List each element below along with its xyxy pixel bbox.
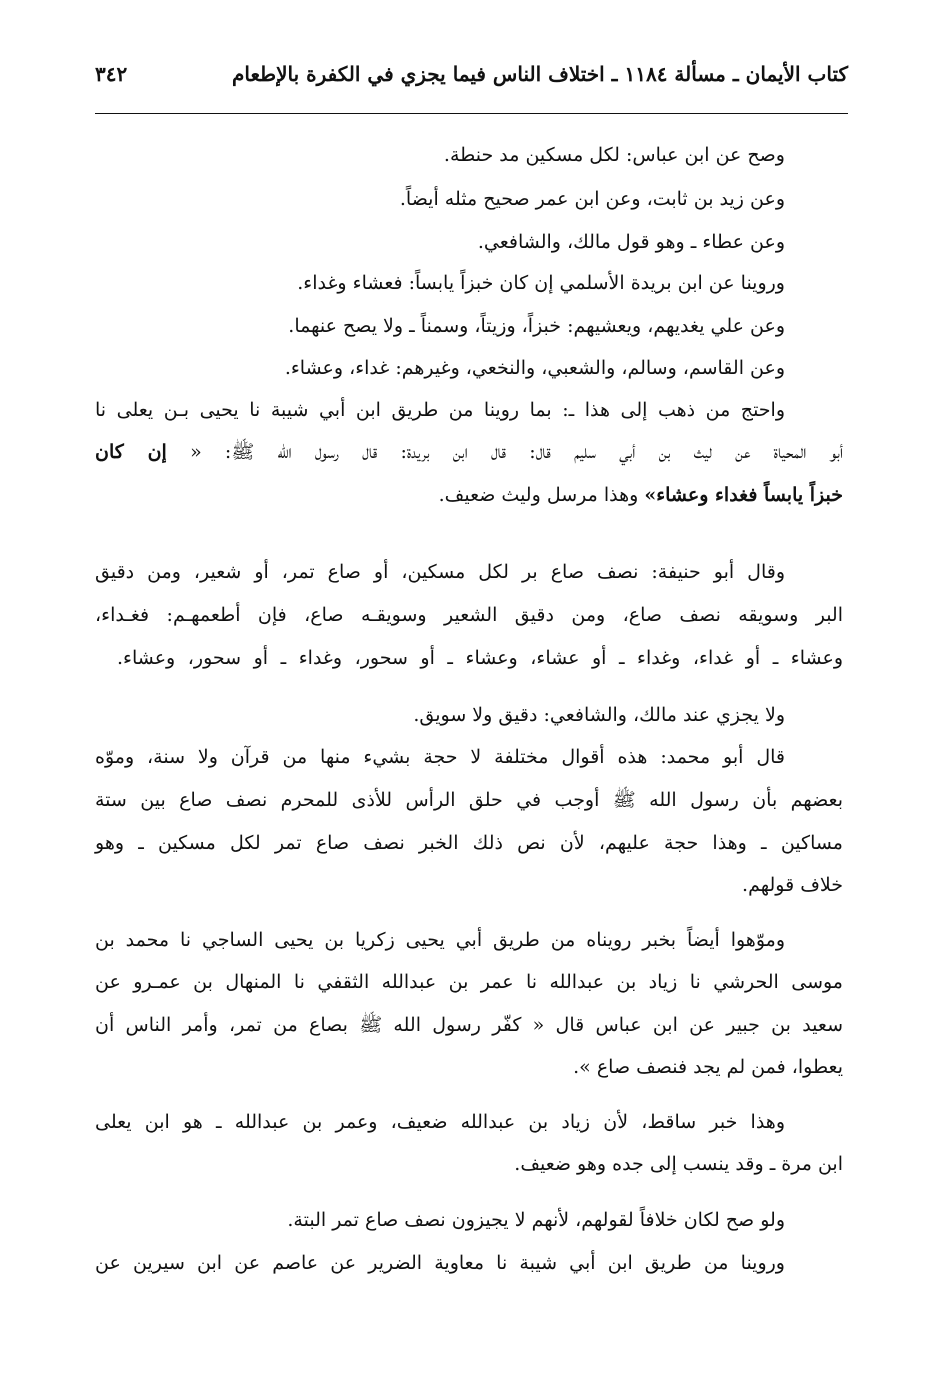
text-line: قال أبو محمد: هذه أقوال مختلفة لا حجة بشيء منها من قرآن ولا سنة، وموّه bbox=[95, 746, 785, 768]
running-header bbox=[95, 62, 848, 102]
text-line: وروينا من طريق ابن أبي شيبة نا معاوية الضرير عن عاصم عن ابن سيرين عن bbox=[95, 1252, 785, 1274]
text-line: خلاف قولهم. bbox=[742, 874, 843, 896]
text-line: موسى الحرشي نا زياد بن عبدالله نا عمر بن عبدالله الثقفي نا المنهال بن عمـرو عن bbox=[95, 971, 843, 993]
text-span: وهذا مرسل وليث ضعيف. bbox=[438, 484, 645, 506]
text-line: وموّهوا أيضاً بخبر رويناه من طريق أبي يحيى زكريا بن يحيى الساجي نا محمد بن bbox=[95, 929, 785, 951]
text-line: ابن مرة ـ وقد ينسب إلى جده وهو ضعيف. bbox=[514, 1153, 843, 1175]
text-line: سعيد بن جبير عن ابن عباس قال « كفّر رسول الله ﷺ بصاع من تمر، وأمر الناس أن bbox=[95, 1014, 843, 1036]
text-line bbox=[95, 437, 843, 467]
text-line: وعن القاسم، وسالم، والشعبي، والنخعي، وغيرهم: غداء، وعشاء. bbox=[284, 357, 785, 379]
page-number: ٣٤٢ bbox=[95, 62, 128, 86]
text-line: ولا يجزي عند مالك، والشافعي: دقيق ولا سويق. bbox=[413, 704, 785, 726]
text-line: وقال أبو حنيفة: نصف صاع بر لكل مسكين، أو صاع تمر، أو شعير، ومن دقيق bbox=[95, 561, 785, 583]
text-line: مساكين ـ وهذا حجة عليهم، لأن نص ذلك الخبر نصف صاع تمر لكل مسكين ـ وهو bbox=[95, 832, 843, 854]
header-rule bbox=[95, 113, 848, 114]
text-span: أبو المحياة عن ليث بن أبي سليم قال: قال ابن بريدة: قال رسول الله ﷺ: « bbox=[190, 441, 843, 463]
text-line: وصح عن ابن عباس: لكل مسكين مد حنطة. bbox=[443, 144, 785, 166]
text-line: وهذا خبر ساقط، لأن زياد بن عبدالله ضعيف، وعمر بن عبدالله ـ هو ابن يعلى bbox=[95, 1111, 785, 1133]
text-line: وعن زيد بن ثابت، وعن ابن عمر صحيح مثله أيضاً. bbox=[399, 188, 785, 210]
hadith-quote: إن كان bbox=[95, 441, 167, 463]
text-line: وروينا عن ابن بريدة الأسلمي إن كان خبزاً يابساً: فعشاء وغداء. bbox=[297, 272, 785, 294]
text-line: وعشاء ـ أو غداء، وغداء ـ أو عشاء، وعشاء ـ أو سحور، وغداء ـ أو سحور، وعشاء. bbox=[117, 647, 843, 669]
text-line: يعطوا، فمن لم يجد فنصف صاع ». bbox=[573, 1056, 843, 1078]
header-title: كتاب الأيمان ـ مسألة ١١٨٤ ـ اختلاف الناس فيما يجزي في الكفرة بالإطعام bbox=[232, 62, 848, 86]
text-line: وعن علي يغديهم، ويعشيهم: خبزاً، وزيتاً، وسمناً ـ ولا يصح عنهما. bbox=[288, 315, 785, 337]
text-line: واحتج من ذهب إلى هذا ـ: بما روينا من طريق ابن أبي شيبة نا يحيى بـن يعلى نا bbox=[95, 399, 785, 421]
text-line: البر وسويقه نصف صاع، ومن دقيق الشعير وسويقـه صاع، فإن أطعمهـم: فغـداء، bbox=[95, 604, 843, 626]
text-line: ولو صح لكان خلافاً لقولهم، لأنهم لا يجيزون نصف صاع تمر البتة. bbox=[287, 1209, 785, 1231]
text-line bbox=[439, 480, 843, 510]
text-line: بعضهم بأن رسول الله ﷺ أوجب في حلق الرأس للأذى للمحرم نصف صاع بين ستة bbox=[95, 789, 843, 811]
hadith-quote: خبزاً يابساً فغداء وعشاء» bbox=[644, 484, 843, 506]
text-line: وعن عطاء ـ وهو قول مالك، والشافعي. bbox=[477, 231, 785, 253]
